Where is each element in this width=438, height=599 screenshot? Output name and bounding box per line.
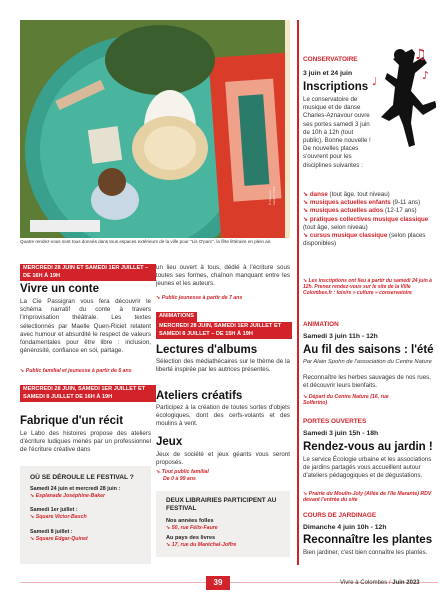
location-when: Samedi 8 juillet : xyxy=(30,528,73,535)
text-lectures-albums: Sélection des médiathécaires sur le thème de la liberté inspirée par les autrices présentes. xyxy=(156,358,290,374)
title-au-fil-des-saisons: Au fil des saisons : l'été xyxy=(303,344,434,356)
note-rendez-vous-jardin: ➘ Prairie du Moulin-Joly (Allée de l'Ile Marante) RDV devant l'entrée du site xyxy=(303,491,435,504)
disciplines-list xyxy=(303,191,435,248)
discipline-item xyxy=(303,191,435,199)
discipline-detail: (selon places disponibles) xyxy=(303,232,426,248)
date-au-fil-des-saisons: Samedi 3 juin 11h - 12h xyxy=(303,333,378,340)
text-ateliers-creatifs: Participez à la création de toutes sortes d'objets écologiques, dont des cerfs-volants et des moulins à vent. xyxy=(156,404,290,428)
title-fabrique-recit: Fabrique d'un récit xyxy=(20,415,124,427)
section-portes-ouvertes: PORTES OUVERTES xyxy=(303,418,367,425)
libraries-box xyxy=(156,491,290,557)
discipline-detail: (tout âge, tout niveau) xyxy=(327,191,390,198)
text-fabrique-recit: Le Labo des histoires propose des ateliers d'écriture ludiques menés par un professionnel de l'écriture créative dans xyxy=(20,430,151,454)
location-place: ➘ Esplanade Joséphine-Baker xyxy=(30,493,150,499)
library-name: Au pays des livres xyxy=(166,535,216,542)
page-number: 39 xyxy=(206,576,230,590)
title-ateliers-creatifs: Ateliers créatifs xyxy=(156,390,243,402)
locations-title: OÙ SE DÉROULE LE FESTIVAL ? xyxy=(30,474,134,481)
library-address: ➘ 17, rue du Maréchal-Joffre xyxy=(166,542,236,548)
location-item xyxy=(30,486,150,499)
festival-photo xyxy=(20,20,290,238)
location-when: Samedi 24 juin et mercredi 28 juin : xyxy=(30,486,121,492)
locations-list xyxy=(30,486,150,542)
text-au-fil-des-saisons: Reconnaître les herbes sauvages de nos rues, et découvrir leurs bienfaits. xyxy=(303,374,431,390)
festival-locations-box xyxy=(20,466,151,564)
text-inscriptions-intro: Le conservatoire de musique et de danse Charles-Aznavour ouvre ses portes samedi 3 juin de 10h à 12h (tout public). Bonne nouvelle ! De nouvelles places s'ouvrent pour les disciplines suivantes : xyxy=(303,96,371,169)
library-name: Nos années folles xyxy=(166,518,214,524)
magazine-issue: Juin 2023 xyxy=(392,580,420,586)
discipline-name: ➘ cursus musique classique xyxy=(303,232,387,239)
discipline-name: ➘ pratiques collectives musique classique xyxy=(303,216,428,223)
text-rendez-vous-jardin: Le service Écologie urbaine et les associations de jardins partagés vous accueillent autour d'ateliers pédagogiques et de dégustations. xyxy=(303,456,432,480)
note-au-fil-des-saisons: ➘ Départ du Centre Nature (16, rue Solferino) xyxy=(303,394,413,407)
date-lectures: MERCREDI 28 JUIN, SAMEDI 1ER JUILLET ET SAMEDI 8 JUILLET – DE 15H À 19H xyxy=(156,322,292,339)
photo-caption: Quatre rendez-vous sont tous donnés dans tous espaces extérieurs de la ville pour "Lis O'parc", la fête littéraire en plein air. xyxy=(20,239,272,244)
discipline-name: ➘ danse xyxy=(303,191,328,198)
photo-credit: © Vanessa Lienard / DEB xyxy=(268,186,276,205)
column-divider xyxy=(297,20,299,565)
discipline-item xyxy=(303,232,435,248)
section-cours-jardinage: COURS DE JARDINAGE xyxy=(303,512,377,519)
location-item xyxy=(30,507,150,520)
title-rendez-vous-jardin: Rendez-vous au jardin ! xyxy=(303,441,433,453)
title-reconnaitre-plantes: Reconnaître les plantes xyxy=(303,534,433,546)
libraries-title: DEUX LIBRAIRIES PARTICIPENT AU FESTIVAL xyxy=(166,497,277,512)
title-vivre-un-conte: Vivre un conte xyxy=(20,283,100,295)
discipline-detail: (9-11 ans) xyxy=(390,199,421,207)
discipline-item xyxy=(303,199,435,207)
date-rendez-vous-jardin: Samedi 3 juin 15h - 18h xyxy=(303,430,379,437)
title-jeux: Jeux xyxy=(156,436,183,448)
svg-text:♪: ♪ xyxy=(422,69,430,82)
title-lectures-albums: Lectures d'albums xyxy=(156,344,258,356)
dancer-silhouette-icon xyxy=(370,45,436,155)
title-inscriptions: Inscriptions xyxy=(303,81,369,93)
photo-illustration xyxy=(20,20,290,238)
note-vivre-un-conte: ➘ Public familial et jeunesse à partir de 6 ans xyxy=(20,368,152,374)
tag-animations: ANIMATIONS xyxy=(156,312,197,322)
section-animation: ANIMATION xyxy=(303,321,339,328)
location-place: ➘ Square Victor-Basch xyxy=(30,514,150,520)
text-reconnaitre-plantes: Bien jardiner, c'est bien connaître les plantes. xyxy=(303,549,428,556)
discipline-item xyxy=(303,207,435,215)
libraries-list xyxy=(166,518,236,549)
magazine-name: Vivre à Colombes xyxy=(340,580,388,586)
location-place: ➘ Square Edgar-Quinet xyxy=(30,536,150,542)
location-when: Samedi 1er juillet : xyxy=(30,507,78,514)
note-jeux-public: ➘ Tout public familial xyxy=(156,469,209,475)
discipline-detail: (12-17 ans) xyxy=(383,207,417,215)
discipline-name: ➘ musiques actuelles enfants xyxy=(303,199,391,206)
svg-text:♫: ♫ xyxy=(414,47,427,63)
subtitle-au-fil-des-saisons: Par Alain Spohn de l'association du Centre Nature xyxy=(303,359,432,365)
footer-magazine xyxy=(340,580,420,586)
discipline-item xyxy=(303,216,435,232)
section-conservatoire: CONSERVATOIRE xyxy=(303,56,358,63)
location-item xyxy=(30,529,150,542)
note-inscriptions: ➘ Les inscriptions ont lieu à partir du samedi 24 juin à 12h. Prenez rendez-vous sur le site de la Ville Colombes.fr : loisirs » culture » conservatoire xyxy=(303,278,435,297)
date-inscriptions: 3 juin et 24 juin xyxy=(303,70,353,77)
text-fabrique-recit-cont: un lieu ouvert à tous, dédié à l'écriture sous toutes ses formes, chaînon manquant entre les jeunes et les auteurs. xyxy=(156,264,290,288)
library-address: ➘ 50, rue Félix-Faure xyxy=(166,525,236,531)
date-fabrique-recit: MERCREDI 28 JUIN, SAMEDI 1ER JUILLET ET SAMEDI 8 JUILLET DE 16H À 19H xyxy=(20,385,156,402)
text-jeux: Jeux de société et jeux géants vous seront proposés. xyxy=(156,451,290,467)
note-jeux-age: De 0 à 99 ans xyxy=(163,476,196,482)
discipline-name: ➘ musiques actuelles ados xyxy=(303,207,383,214)
note-fabrique-recit: ➘ Public jeunesse à partir de 7 ans xyxy=(156,295,290,301)
svg-text:♩: ♩ xyxy=(372,75,378,88)
text-vivre-un-conte: La Cie Passigran vous fera découvrir le schéma narratif du conte à travers l'improvisation théâtrale. Les textes sélectionnés par Maelle Quen-Riciet relatent avec humour et absurdité le respect de valeurs fondamentales pour être libre : inclusion, générosité, confiance en soi, partage. xyxy=(20,298,151,355)
date-reconnaitre-plantes: Dimanche 4 juin 10h - 12h xyxy=(303,524,387,531)
footer-separator: / xyxy=(388,580,393,586)
date-vivre-un-conte: MERCREDI 28 JUIN ET SAMEDI 1ER JUILLET – DE 16H À 19H xyxy=(20,264,156,281)
discipline-detail: (tout âge, selon niveau) xyxy=(303,223,368,231)
